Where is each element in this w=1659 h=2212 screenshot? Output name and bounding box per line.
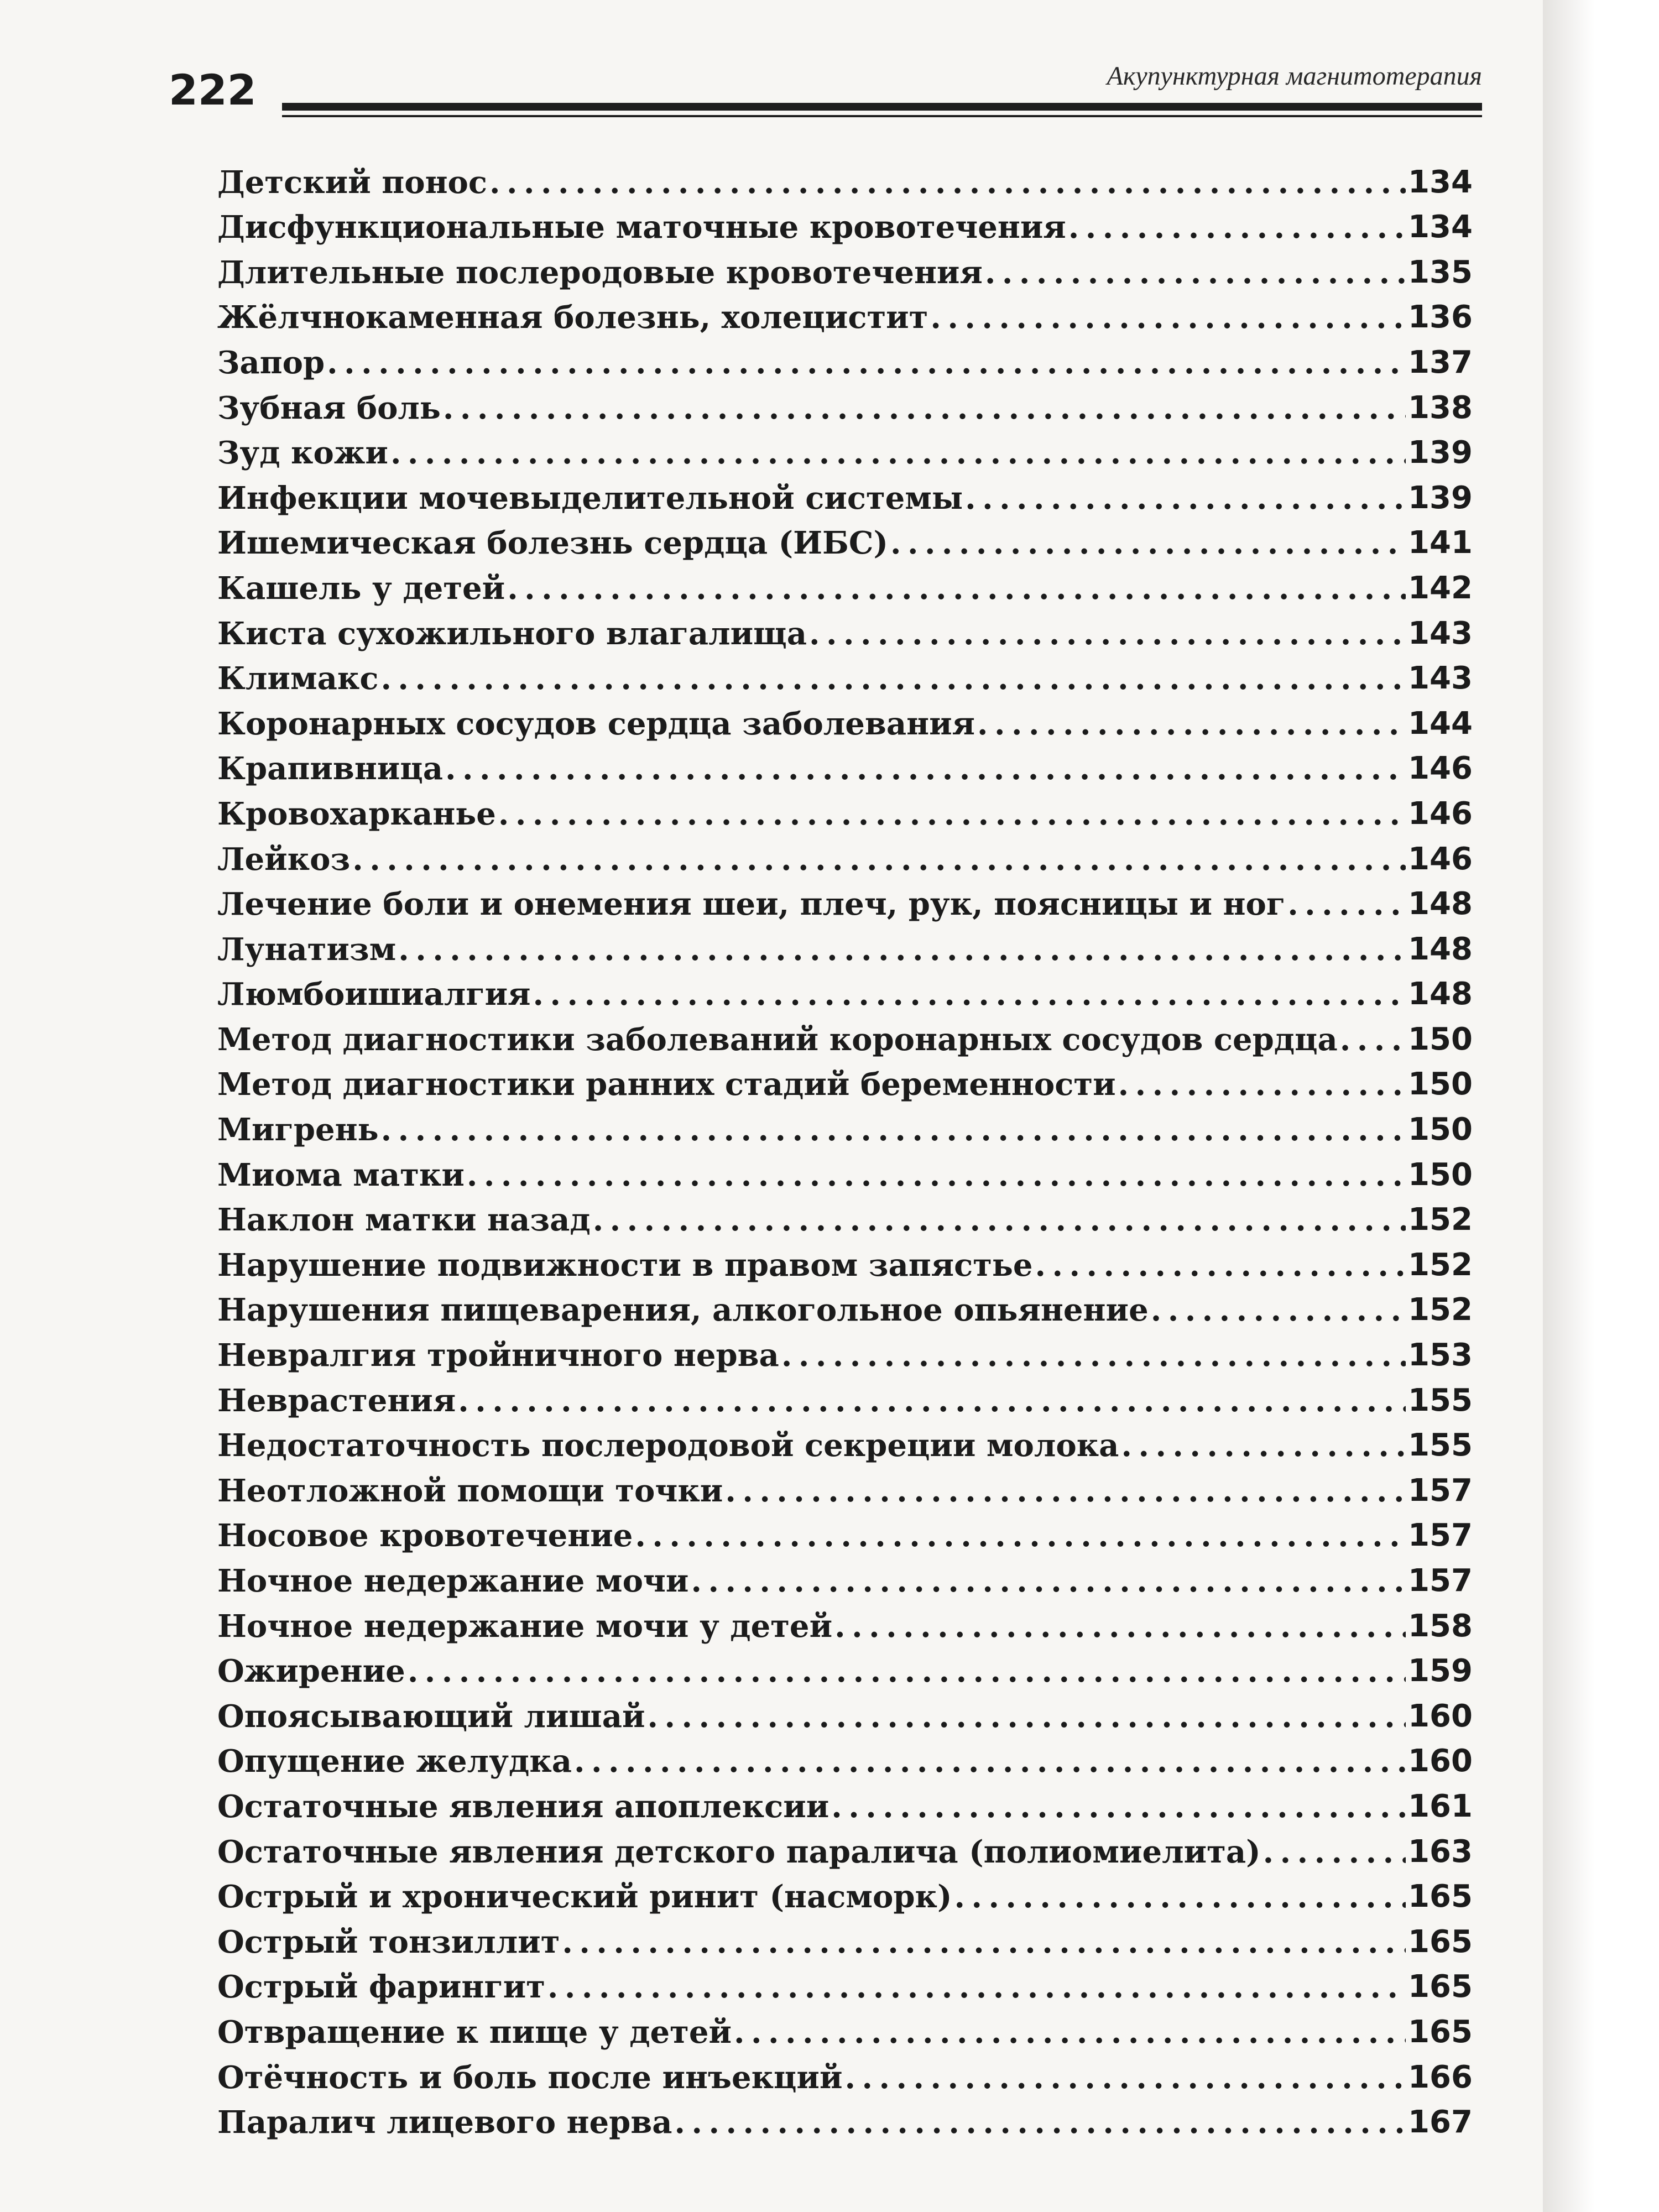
toc-entry-page: 135: [1408, 254, 1473, 290]
toc-entry-title: Люмбоишиалгия: [217, 976, 531, 1013]
toc-entry-title: Метод диагностики заболеваний коронарных сосудов сердца: [217, 1021, 1338, 1058]
toc-entry-page: 144: [1408, 705, 1473, 742]
toc-entry-title: Кровохарканье: [217, 795, 496, 832]
toc-entry-title: Острый тонзиллит: [217, 1923, 560, 1960]
toc-entry: [217, 202, 1473, 247]
toc-dot-leader: [1287, 885, 1406, 924]
toc-dot-leader: [327, 343, 1406, 382]
toc-dot-leader: [574, 1742, 1406, 1781]
toc-entry-page: 157: [1408, 1517, 1473, 1554]
toc-entry: [217, 1465, 1473, 1510]
toc-entry-page: 143: [1408, 615, 1473, 651]
toc-entry-title: Наклон матки назад: [217, 1202, 591, 1239]
toc-entry-page: 165: [1408, 1969, 1473, 2005]
toc-entry-title: Ожирение: [217, 1653, 405, 1690]
toc-entry-page: 161: [1408, 1788, 1473, 1824]
toc-entry-title: Зуд кожи: [217, 435, 388, 472]
toc-dot-leader: [1151, 1291, 1406, 1329]
toc-entry: [217, 1059, 1473, 1104]
toc-entry-page: 137: [1408, 344, 1473, 380]
toc-entry-title: Запор: [217, 344, 325, 381]
header-rule-thin: [282, 115, 1482, 117]
toc-entry-title: Лечение боли и онемения шеи, плеч, рук, поясницы и ног: [217, 886, 1286, 923]
toc-dot-leader: [930, 298, 1406, 337]
toc-dot-leader: [443, 389, 1406, 427]
toc-entry-title: Миома матки: [217, 1156, 465, 1193]
toc-dot-leader: [1068, 208, 1406, 247]
toc-entry: [217, 879, 1473, 924]
toc-dot-leader: [445, 749, 1406, 788]
toc-entry-title: Острый и хронический ринит (насморк): [217, 1879, 952, 1916]
toc-entry-page: 150: [1408, 1021, 1473, 1057]
toc-entry: [217, 1600, 1473, 1646]
running-title: Акупунктурная магнитотерапия: [1107, 61, 1482, 91]
toc-entry: [217, 833, 1473, 879]
toc-entry-page: 163: [1408, 1833, 1473, 1870]
toc-entry-page: 148: [1408, 976, 1473, 1013]
toc-entry-title: Неотложной помощи точки: [217, 1472, 723, 1509]
toc-dot-leader: [648, 1697, 1406, 1736]
toc-dot-leader: [467, 1156, 1406, 1194]
page-number: 222: [169, 65, 257, 114]
toc-entry-page: 157: [1408, 1563, 1473, 1599]
toc-dot-leader: [834, 1607, 1406, 1646]
toc-dot-leader: [352, 840, 1406, 879]
toc-entry: [217, 1149, 1473, 1194]
toc-entry: [217, 743, 1473, 789]
toc-dot-leader: [781, 1336, 1406, 1375]
toc-entry-page: 152: [1408, 1246, 1473, 1283]
toc-dot-leader: [398, 930, 1406, 969]
toc-entry: [217, 608, 1473, 653]
toc-entry-title: Дисфункциональные маточные кровотечения: [217, 209, 1066, 246]
toc-entry: [217, 2006, 1473, 2052]
toc-entry-page: 143: [1408, 660, 1473, 697]
toc-entry: [217, 1916, 1473, 1961]
toc-entry-title: Паралич лицевого нерва: [217, 2104, 672, 2141]
toc-dot-leader: [489, 163, 1406, 202]
toc-entry: [217, 1781, 1473, 1826]
toc-entry: [217, 1104, 1473, 1149]
toc-entry-page: 167: [1408, 2104, 1473, 2141]
toc-entry: [217, 653, 1473, 698]
toc-entry: [217, 2097, 1473, 2142]
toc-entry-title: Носовое кровотечение: [217, 1517, 633, 1554]
toc-entry-page: 148: [1408, 931, 1473, 967]
toc-entry: [217, 337, 1473, 382]
toc-entry: [217, 1420, 1473, 1465]
toc-entry-page: 139: [1408, 479, 1473, 516]
toc-dot-leader: [725, 1472, 1406, 1510]
toc-entry: [217, 247, 1473, 292]
toc-entry-title: Нарушение подвижности в правом запястье: [217, 1246, 1033, 1284]
toc-dot-leader: [831, 1787, 1406, 1826]
toc-dot-leader: [390, 434, 1406, 472]
toc-dot-leader: [380, 659, 1406, 698]
toc-entry: [217, 1871, 1473, 1917]
toc-entry: [217, 1014, 1473, 1059]
toc-entry-title: Крапивница: [217, 750, 443, 787]
toc-dot-leader: [1263, 1833, 1406, 1871]
toc-entry-page: 146: [1408, 750, 1473, 787]
toc-entry: [217, 1691, 1473, 1736]
toc-entry-page: 152: [1408, 1202, 1473, 1238]
toc-entry-title: Недостаточность послеродовой секреции молока: [217, 1427, 1119, 1464]
toc-entry-page: 150: [1408, 1066, 1473, 1103]
toc-dot-leader: [675, 2103, 1406, 2142]
toc-entry: [217, 1961, 1473, 2007]
toc-entry-title: Лунатизм: [217, 931, 397, 968]
toc-entry-title: Опущение желудка: [217, 1743, 572, 1780]
toc-entry-page: 153: [1408, 1337, 1473, 1374]
toc-entry: [217, 472, 1473, 518]
toc-dot-leader: [890, 524, 1406, 562]
toc-entry: [217, 698, 1473, 743]
toc-entry-page: 160: [1408, 1698, 1473, 1734]
page-gutter: [1543, 0, 1659, 2212]
toc-entry: [217, 1239, 1473, 1285]
toc-dot-leader: [965, 479, 1406, 518]
toc-dot-leader: [498, 795, 1406, 833]
toc-entry-title: Ночное недержание мочи: [217, 1563, 689, 1599]
toc-entry-title: Отвращение к пище у детей: [217, 2013, 732, 2051]
toc-dot-leader: [691, 1562, 1406, 1600]
toc-entry: [217, 562, 1473, 608]
toc-entry-title: Коронарных сосудов сердца заболевания: [217, 705, 975, 742]
toc-entry-page: 141: [1408, 525, 1473, 561]
toc-dot-leader: [734, 2013, 1406, 2052]
toc-entry-page: 139: [1408, 435, 1473, 471]
toc-entry-title: Острый фарингит: [217, 1969, 545, 2006]
toc-entry-page: 165: [1408, 2013, 1473, 2050]
toc-entry-page: 157: [1408, 1472, 1473, 1509]
toc-entry-title: Кашель у детей: [217, 570, 505, 607]
toc-entry-title: Неврастения: [217, 1382, 456, 1419]
toc-dot-leader: [593, 1201, 1406, 1239]
toc-entry-title: Длительные послеродовые кровотечения: [217, 254, 983, 291]
toc-entry: [217, 1375, 1473, 1420]
toc-entry-page: 150: [1408, 1112, 1473, 1148]
toc-entry-page: 138: [1408, 389, 1473, 426]
toc-entry-page: 150: [1408, 1156, 1473, 1193]
toc-entry: [217, 1736, 1473, 1781]
toc-entry-page: 165: [1408, 1879, 1473, 1915]
toc-entry-title: Остаточные явления детского паралича (полиомиелита): [217, 1833, 1261, 1870]
toc-entry-title: Остаточные явления апоплексии: [217, 1788, 830, 1825]
toc-entry: [217, 292, 1473, 337]
toc-entry: [217, 924, 1473, 969]
toc-dot-leader: [977, 705, 1406, 743]
toc-dot-leader: [809, 614, 1406, 653]
toc-entry: [217, 427, 1473, 473]
toc-entry-title: Климакс: [217, 660, 379, 697]
toc-dot-leader: [507, 569, 1406, 608]
toc-dot-leader: [845, 2058, 1406, 2097]
toc-entry: [217, 1646, 1473, 1691]
toc-entry-title: Зубная боль: [217, 389, 441, 426]
toc-entry-page: 160: [1408, 1743, 1473, 1780]
toc-dot-leader: [954, 1877, 1406, 1916]
toc-entry-page: 148: [1408, 886, 1473, 922]
toc-entry-page: 134: [1408, 164, 1473, 200]
toc-entry-title: Метод диагностики ранних стадий беременности: [217, 1066, 1116, 1103]
toc-entry-title: Инфекции мочевыделительной системы: [217, 479, 963, 517]
toc-entry: [217, 156, 1473, 202]
toc-entry-title: Ночное недержание мочи у детей: [217, 1608, 833, 1645]
toc-entry-page: 146: [1408, 841, 1473, 877]
toc-entry: [217, 1285, 1473, 1330]
toc-entry: [217, 1194, 1473, 1240]
toc-entry-title: Киста сухожильного влагалища: [217, 615, 807, 652]
toc-entry-title: Жёлчнокаменная болезнь, холецистит: [217, 299, 928, 336]
toc-dot-leader: [533, 975, 1406, 1014]
toc-dot-leader: [1035, 1246, 1406, 1285]
toc-entry-title: Нарушения пищеварения, алкогольное опьянение: [217, 1292, 1149, 1329]
toc-entry-title: Опоясывающий лишай: [217, 1698, 645, 1735]
toc-entry-page: 142: [1408, 570, 1473, 606]
toc-entry-title: Лейкоз: [217, 841, 351, 878]
toc-entry: [217, 1555, 1473, 1600]
toc-entry: [217, 788, 1473, 833]
toc-dot-leader: [458, 1381, 1406, 1420]
toc-entry-page: 134: [1408, 209, 1473, 246]
toc-dot-leader: [1118, 1065, 1406, 1104]
toc-entry-page: 159: [1408, 1653, 1473, 1689]
toc-entry-page: 155: [1408, 1427, 1473, 1464]
toc-entry: [217, 1510, 1473, 1556]
toc-dot-leader: [547, 1968, 1406, 2006]
toc-entry-page: 155: [1408, 1382, 1473, 1418]
toc-dot-leader: [381, 1110, 1406, 1149]
toc-entry: [217, 2052, 1473, 2097]
toc-entry-title: Мигрень: [217, 1112, 379, 1149]
toc-entry-title: Детский понос: [217, 164, 488, 201]
toc-entry-page: 146: [1408, 795, 1473, 832]
toc-dot-leader: [1121, 1426, 1406, 1465]
toc-dot-leader: [1340, 1020, 1406, 1059]
toc-entry: [217, 969, 1473, 1014]
table-of-contents: [217, 156, 1473, 2142]
toc-entry-title: Отёчность и боль после инъекций: [217, 2059, 843, 2096]
toc-entry-page: 165: [1408, 1923, 1473, 1960]
toc-entry-title: Невралгия тройничного нерва: [217, 1337, 779, 1374]
toc-entry: [217, 382, 1473, 427]
toc-entry-title: Ишемическая болезнь сердца (ИБС): [217, 525, 888, 562]
toc-entry-page: 158: [1408, 1608, 1473, 1644]
toc-dot-leader: [408, 1652, 1406, 1691]
toc-entry: [217, 1826, 1473, 1871]
toc-entry: [217, 518, 1473, 563]
header-rule-thick: [282, 103, 1482, 111]
toc-dot-leader: [635, 1516, 1406, 1555]
toc-entry-page: 152: [1408, 1292, 1473, 1328]
toc-dot-leader: [985, 253, 1406, 292]
toc-dot-leader: [562, 1923, 1406, 1961]
toc-entry-page: 166: [1408, 2059, 1473, 2095]
toc-entry-page: 136: [1408, 299, 1473, 336]
toc-entry: [217, 1329, 1473, 1375]
